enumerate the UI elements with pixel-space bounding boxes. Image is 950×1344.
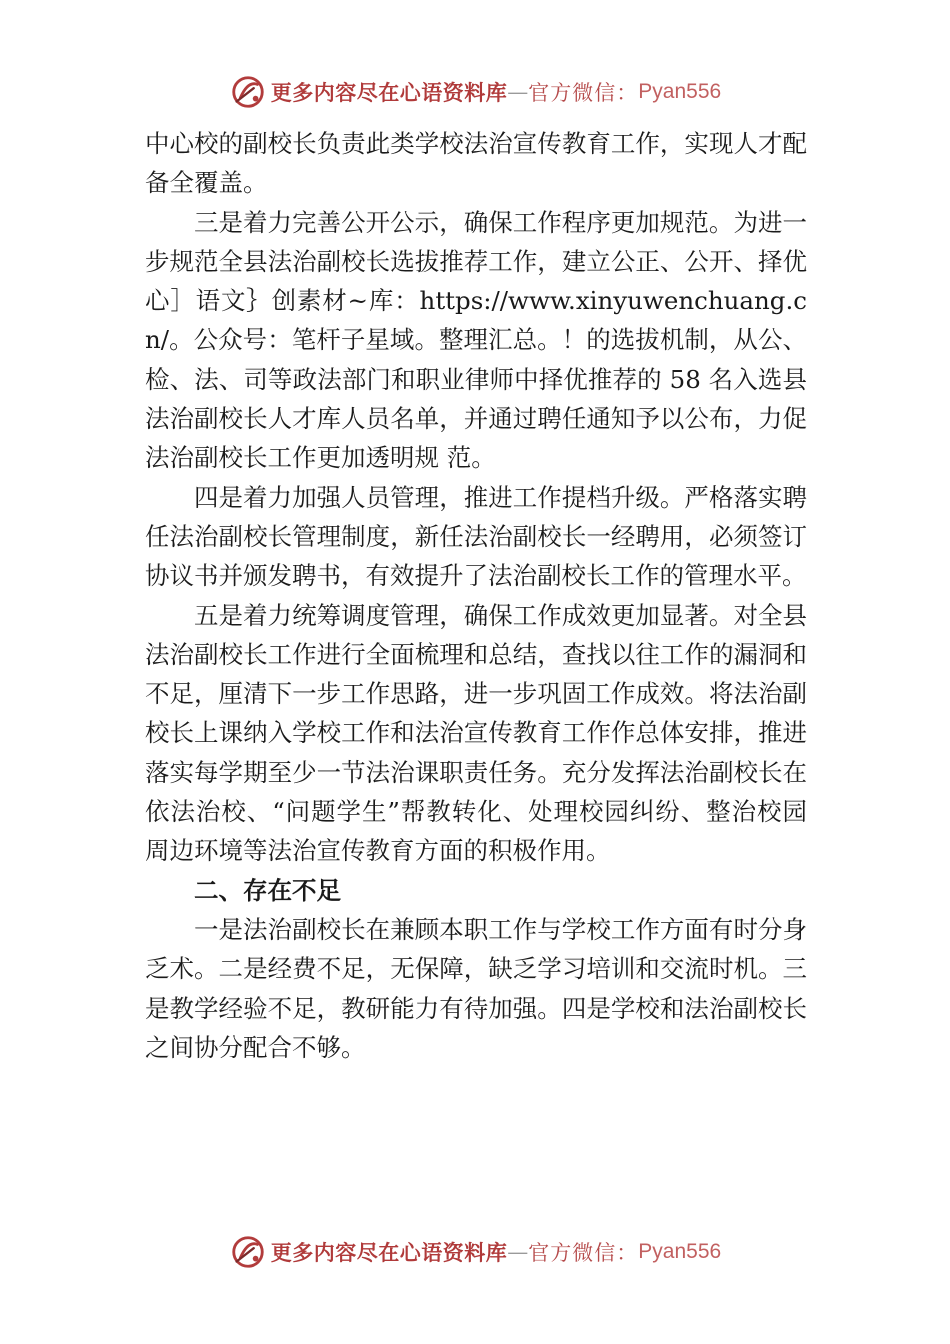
paragraph-shortcomings: 一是法治副校长在兼顾本职工作与学校工作方面有时分身乏术。二是经费不足，无保障，缺乏学习培训和交流时机。三是教学经验不足，教研能力有待加强。四是学校和法治副校长之间协分配合不够。: [145, 914, 807, 1062]
footer-banner-wechat-id: Pyan556: [638, 1240, 722, 1263]
document-body: [145, 124, 807, 1067]
footer-banner: [0, 1230, 950, 1274]
logo-icon: [229, 1233, 267, 1271]
footer-banner-title: 更多内容尽在心语资料库: [270, 1240, 508, 1265]
banner-wechat-label: 官方微信：: [528, 81, 639, 105]
footer-banner-separator: —: [507, 1240, 529, 1264]
paragraph-continuation: 中心校的副校长负责此类学校法治宣传教育工作，实现人才配备全覆盖。: [145, 129, 807, 198]
paragraph-point-five: 五是着力统筹调度管理，确保工作成效更加显著。对全县法治副校长工作进行全面梳理和总结，查找以往工作的漏洞和不足，厘清下一步工作思路，进一步巩固工作成效。将法治副校长上课纳入学校工作和法治宣传教育工作作总体安排，推进落实每学期至少一节法治课职责任务。充分发挥法治副校长在依法治校、“问题学生”帮教转化、处理校园纠纷、整治校园周边环境等法治宣传教育方面的积极作用。: [145, 600, 807, 866]
paragraph-point-three: 三是着力完善公开公示，确保工作程序更加规范。为进一步规范全县法治副校长选拔推荐工作，建立公正、公开、择优心］语文｝创素材~库：https://www.xinyuwenchuang.cn/。公众号：笔杆子星域。整理汇总。！的选拔机制，从公、检、法、司等政法部门和职业律师中择优推荐的 58 名入选县法治副校长人才库人员名单，并通过聘任通知予以公布，力促法治副校长工作更加透明规 范。: [145, 207, 807, 473]
logo-icon: [229, 73, 267, 111]
header-banner: [0, 70, 950, 114]
banner-wechat-id: Pyan556: [638, 80, 722, 103]
banner-separator: —: [507, 80, 529, 104]
banner-title: 更多内容尽在心语资料库: [270, 80, 508, 105]
section-heading: 二、存在不足: [194, 875, 341, 905]
footer-banner-wechat-label: 官方微信：: [528, 1241, 639, 1265]
paragraph-point-four: 四是着力加强人员管理，推进工作提档升级。严格落实聘任法治副校长管理制度，新任法治副校长一经聘用，必须签订协议书并颁发聘书，有效提升了法治副校长工作的管理水平。: [145, 482, 807, 591]
